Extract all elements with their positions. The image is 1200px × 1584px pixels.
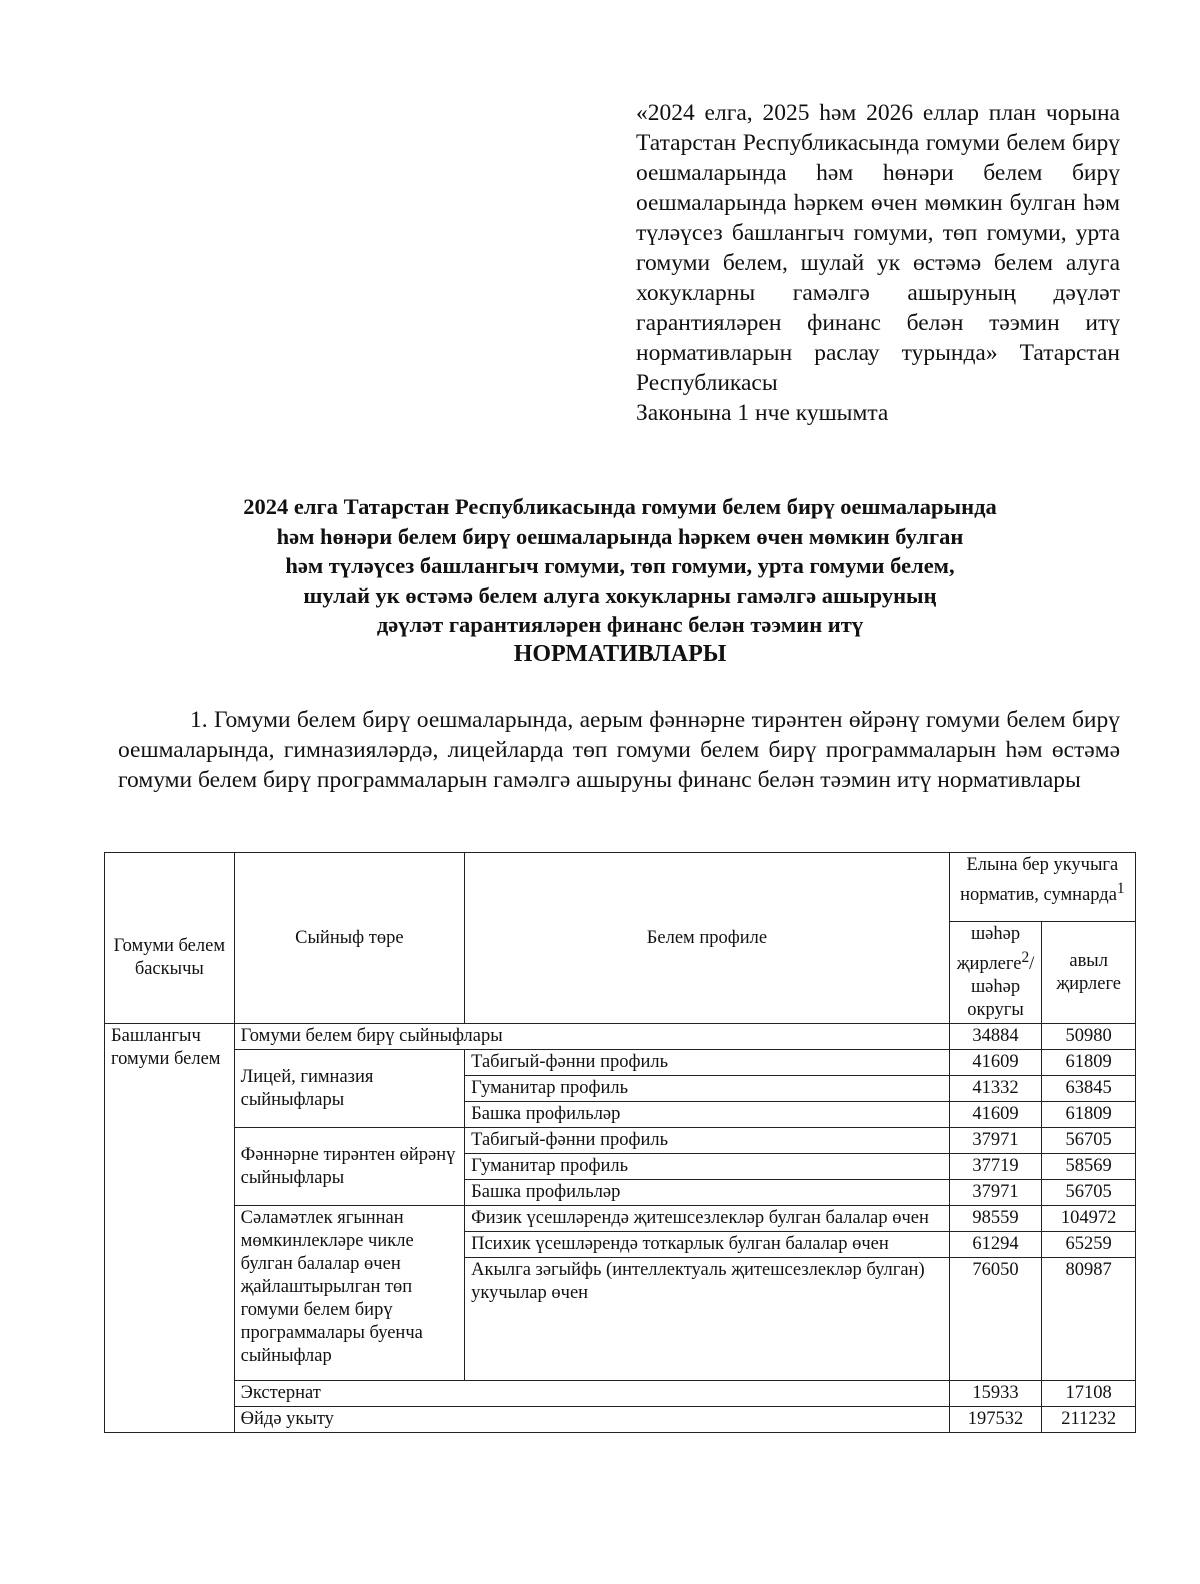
rural-value: 56705 [1042, 1128, 1136, 1154]
header-level: Гомуми белем баскычы [105, 853, 235, 1024]
urban-value: 41609 [949, 1102, 1042, 1128]
header-profile: Белем профиле [465, 853, 950, 1024]
urban-value: 15933 [949, 1381, 1042, 1407]
urban-value: 197532 [949, 1407, 1042, 1433]
urban-value: 76050 [949, 1258, 1042, 1381]
urban-value: 41609 [949, 1050, 1042, 1076]
class-type-cell: Сәламәтлек ягыннан мөмкинлекләре чикле булган балалар өчен җайлаштырылган төп гомуми белем бирү программалары буенча сыйныфлар [234, 1206, 464, 1381]
rural-value: 211232 [1042, 1407, 1136, 1433]
rural-value: 61809 [1042, 1102, 1136, 1128]
title-line: һәм түләүсез башлангыч гомуми, төп гомуми, урта гомуми белем, [285, 553, 955, 578]
profile-cell: Башка профильләр [465, 1102, 950, 1128]
urban-value: 41332 [949, 1076, 1042, 1102]
urban-value: 61294 [949, 1232, 1042, 1258]
profile-cell: Табигый-фәнни профиль [465, 1128, 950, 1154]
rural-value: 61809 [1042, 1050, 1136, 1076]
annex-note [636, 98, 1120, 428]
urban-value: 98559 [949, 1206, 1042, 1232]
table-row [105, 1024, 1136, 1050]
header-class-type: Сыйныф төре [234, 853, 464, 1024]
table-row [105, 1128, 1136, 1154]
profile-cell: Табигый-фәнни профиль [465, 1050, 950, 1076]
urban-value: 37971 [949, 1128, 1042, 1154]
profile-cell: Гуманитар профиль [465, 1076, 950, 1102]
rural-value: 80987 [1042, 1258, 1136, 1381]
header-norm: Елына бер укучыга норматив, сумнарда$^1$ [949, 853, 1135, 922]
rural-value: 63845 [1042, 1076, 1136, 1102]
title-line: һәм һөнәри белем бирү оешмаларында һәркем өчен мөмкин булган [276, 523, 964, 549]
rural-value: 56705 [1042, 1180, 1136, 1206]
rural-value: 104972 [1042, 1206, 1136, 1232]
table-row [105, 1381, 1136, 1407]
title-main: НОРМАТИВЛАРЫ [513, 640, 727, 667]
footnote-1: 1 [1116, 880, 1125, 897]
rural-value: 58569 [1042, 1154, 1136, 1180]
profile-cell: Психик үсешләрендә тоткарлык булган балалар өчен [465, 1232, 950, 1258]
profile-cell: Башка профильләр [465, 1180, 950, 1206]
title-line: дәүләт гарантияләрен финанс белән тәэмин итү [376, 612, 864, 637]
rural-value: 17108 [1042, 1381, 1136, 1407]
profile-cell: Физик үсешләрендә җитешсезлекләр булган балалар өчен [465, 1206, 950, 1232]
table-header-row [105, 853, 1136, 922]
norms-table [104, 852, 1136, 1433]
rural-value: 50980 [1042, 1024, 1136, 1050]
profile-cell: Гуманитар профиль [465, 1154, 950, 1180]
table-row [105, 1050, 1136, 1076]
class-type-cell: Экстернат [234, 1381, 949, 1407]
profile-cell: Акылга зәгыйфь (интеллектуаль җитешсезлекләр булган) укучылар өчен [465, 1258, 950, 1381]
title-line: 2024 елга Татарстан Республикасында гомуми белем бирү оешмаларында [243, 494, 997, 519]
header-urban: шәһәр җирлеге$^2$/ шәһәр округы [949, 922, 1042, 1024]
table-row [105, 1407, 1136, 1433]
level-cell: Башлангыч гомуми белем [105, 1024, 235, 1433]
urban-value: 37719 [949, 1154, 1042, 1180]
document-title [100, 492, 1140, 669]
class-type-cell: Фәннәрне тирәнтен өйрәнү сыйныфлары [234, 1128, 464, 1206]
table-row [105, 1206, 1136, 1232]
footnote-2: 2 [1021, 949, 1030, 966]
annex-text: «2024 елга, 2025 һәм 2026 еллар план чорына Татарстан Республикасында гомуми белем бирү оешмаларында һәм һөнәри белем бирү оешмаларында һәркем өчен мөмкин булган һәм түләүсез башлангыч гомуми, төп гомуми, урта гомуми белем, шулай ук өстәмә белем алуга хокукларны гамәлгә ашыруның дәүләт гарантияләрен финанс белән тәэмин итү нормативларын раслау турында» Татарстан Республикасы [636, 100, 1120, 396]
title-line: шулай ук өстәмә белем алуга хокукларны гамәлгә ашыруның [303, 582, 937, 608]
urban-value: 34884 [949, 1024, 1042, 1050]
section-paragraph: 1. Гомуми белем бирү оешмаларында, аерым фәннәрне тирәнтен өйрәнү гомуми белем бирү оешмаларында, гимназияләрдә, лицейларда төп гомуми белем бирү программаларын һәм өстәмә гомуми белем бирү программаларын гамәлгә ашыруны финанс белән тәэмин итү нормативлары [118, 707, 1120, 793]
class-type-cell: Гомуми белем бирү сыйныфлары [234, 1024, 949, 1050]
class-type-cell: Лицей, гимназия сыйныфлары [234, 1050, 464, 1128]
urban-value: 37971 [949, 1180, 1042, 1206]
header-rural: авыл җирлеге [1042, 922, 1136, 1024]
class-type-cell: Өйдә укыту [234, 1407, 949, 1433]
annex-last-line: Законына 1 нче кушымта [636, 400, 889, 426]
rural-value: 65259 [1042, 1232, 1136, 1258]
